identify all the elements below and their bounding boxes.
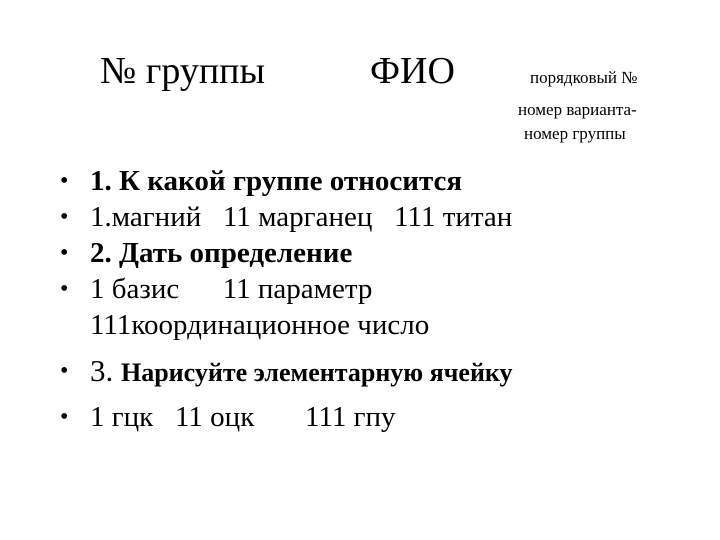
list-item [60,163,700,199]
answer-options-3: 1 гцк 11 оцк 111 гпу [90,401,396,433]
group-number-label: номер группы [524,124,626,143]
bullet-icon: • [60,404,69,430]
task-list [60,163,700,435]
list-item [60,271,700,343]
fio-heading: ФИО [370,50,455,92]
variant-number-label: номер варианта- [518,100,637,119]
list-item [60,399,700,435]
bullet-icon: • [60,240,69,266]
bullet-icon: • [60,168,69,194]
group-number-heading: № группы [100,50,266,92]
answer-options-2-line-2: 111координационное число [90,309,430,341]
bullet-icon: • [60,358,69,384]
answer-options-1: 1.магний 11 марганец 111 титан [90,201,513,233]
list-item [60,235,700,271]
question-3-text: Нарисуйте элементарную ячейку [121,358,513,387]
list-item [60,199,700,235]
list-item [60,353,700,391]
question-3-number: 3. [90,353,121,388]
order-number-label: порядковый № [530,68,638,87]
question-1-text: 1. К какой группе относится [90,165,463,197]
question-2-text: 2. Дать определение [90,237,353,269]
bullet-icon: • [60,204,69,230]
bullet-icon: • [60,276,69,302]
answer-options-2-line-1: 1 базис 11 параметр [90,273,373,305]
